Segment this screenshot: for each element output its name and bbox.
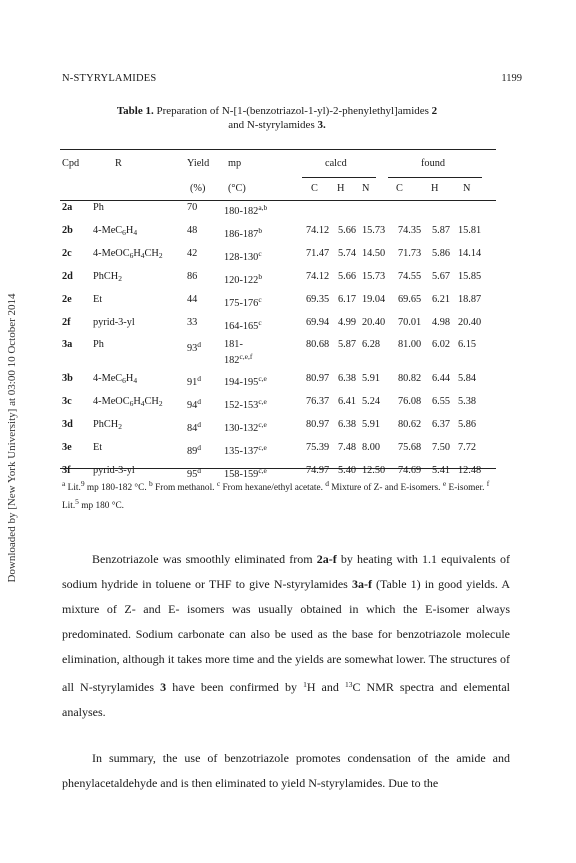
calcd-rule	[302, 177, 376, 178]
cell-cn: 5.91	[362, 419, 381, 430]
header-found-h: H	[431, 183, 439, 194]
cell-cn: 6.28	[362, 339, 381, 350]
cell-cn: 20.40	[362, 317, 386, 328]
cell-fc: 81.00	[398, 339, 422, 350]
cell-fn: 18.87	[458, 294, 482, 305]
cell-fn: 20.40	[458, 317, 482, 328]
cell-cc: 75.39	[306, 442, 330, 453]
cell-mp: 135-137$^{c,e}$	[224, 443, 267, 457]
cell-yield: 94$^d$	[187, 397, 202, 411]
cell-ch: 6.41	[338, 396, 357, 407]
cell-fc: 75.68	[398, 442, 422, 453]
cell-ch: 5.66	[338, 271, 357, 282]
cell-cn: 5.91	[362, 373, 381, 384]
cell-fc: 76.08	[398, 396, 422, 407]
cell-cc: 74.97	[306, 465, 330, 476]
cell-fh: 5.86	[432, 248, 451, 259]
cell-cpd: 3d	[62, 419, 73, 430]
cell-fc: 74.69	[398, 465, 422, 476]
cell-fc: 69.65	[398, 294, 422, 305]
cell-cc: 80.97	[306, 419, 330, 430]
cell-r: $4-MeC_6H_4$	[93, 225, 138, 237]
header-calcd-h: H	[337, 183, 345, 194]
cell-mp: 152-153$^{c,e}$	[224, 397, 267, 411]
cell-yield: 89$^d$	[187, 443, 202, 457]
cell-r: Ph	[93, 202, 104, 213]
cell-cn: 12.50	[362, 465, 386, 476]
cell-cpd: 2b	[62, 225, 73, 236]
cell-mp: 120-122$^b$	[224, 272, 263, 286]
header-calcd: calcd	[325, 158, 347, 169]
cell-mp: 181- 182$^{c,e,f}$	[224, 339, 253, 366]
cell-cc: 71.47	[306, 248, 330, 259]
cell-ch: 5.74	[338, 248, 357, 259]
cell-cpd: 2a	[62, 202, 73, 213]
cell-cc: 74.12	[306, 225, 330, 236]
table-title-num2: 3.	[317, 119, 326, 131]
cell-cc: 69.94	[306, 317, 330, 328]
cell-mp: 128-130$^c$	[224, 249, 262, 263]
header-cpd: Cpd	[62, 158, 80, 169]
cell-fc: 80.62	[398, 419, 422, 430]
cell-ch: 6.38	[338, 373, 357, 384]
cell-cc: 80.97	[306, 373, 330, 384]
header-found-c: C	[396, 183, 403, 194]
cell-cn: 5.24	[362, 396, 381, 407]
table-label: Table 1.	[116, 105, 154, 117]
cell-cpd: 2f	[62, 317, 71, 328]
cell-ch: 7.48	[338, 442, 357, 453]
cell-fn: 14.14	[458, 248, 482, 259]
cell-fc: 80.82	[398, 373, 422, 384]
header-found: found	[421, 158, 446, 169]
header-mp-unit: (°C)	[228, 183, 246, 194]
cell-fn: 6.15	[458, 339, 477, 350]
cell-fh: 6.44	[432, 373, 451, 384]
cell-yield: 93$^d$	[187, 340, 202, 354]
cell-yield: 33	[187, 317, 198, 328]
cell-fh: 7.50	[432, 442, 451, 453]
cell-fh: 5.67	[432, 271, 451, 282]
cell-mp: 175-176$^c$	[224, 295, 262, 309]
header-mp: mp	[228, 158, 242, 169]
cell-cpd: 3f	[62, 465, 71, 476]
table-top-rule	[60, 149, 496, 150]
cell-mp: 164-165$^c$	[224, 318, 262, 332]
cell-r: $4-MeOC_6H_4CH_2$	[93, 248, 163, 260]
cell-cc: 74.12	[306, 271, 330, 282]
body-paragraph-2: In summary, the use of benzotriazole promotes condensation of the amide and phenylacetaldehyde and is then eliminated to yield N-styrylamides. Due to the	[62, 751, 510, 790]
cell-cc: 69.35	[306, 294, 330, 305]
header-r: R	[115, 158, 122, 169]
cell-fn: 12.48	[458, 465, 482, 476]
cell-mp: 130-132$^{c,e}$	[224, 420, 267, 434]
cell-yield: 91$^d$	[187, 374, 202, 388]
cell-cpd: 2c	[62, 248, 72, 259]
table-title-num1: 2	[431, 105, 438, 117]
cell-mp: 180-182$^{a,b}$	[224, 203, 268, 217]
cell-cpd: 3a	[62, 339, 73, 350]
cell-r: pyrid-3-yl	[93, 317, 135, 328]
cell-fn: 15.81	[458, 225, 482, 236]
header-calcd-c: C	[311, 183, 318, 194]
cell-yield: 84$^d$	[187, 420, 202, 434]
cell-r: $4-MeC_6H_4$	[93, 373, 138, 385]
cell-mp: 186-187$^b$	[224, 226, 263, 240]
cell-fh: 6.55	[432, 396, 451, 407]
cell-fh: 4.98	[432, 317, 451, 328]
header-calcd-n: N	[362, 183, 370, 194]
cell-fh: 6.37	[432, 419, 451, 430]
cell-yield: 42	[187, 248, 198, 259]
cell-fh: 6.21	[432, 294, 451, 305]
cell-fn: 7.72	[458, 442, 477, 453]
header-found-n: N	[463, 183, 471, 194]
cell-mp: 194-195$^{c,e}$	[224, 374, 267, 388]
cell-ch: 5.66	[338, 225, 357, 236]
cell-cc: 76.37	[306, 396, 330, 407]
cell-yield: 86	[187, 271, 198, 282]
cell-r: Et	[93, 442, 103, 453]
table-title-text: Preparation of N-[1-(benzotriazol-1-yl)-2-phenylethyl]amides	[156, 105, 429, 117]
cell-r: pyrid-3-yl	[93, 465, 135, 476]
cell-fh: 5.41	[432, 465, 451, 476]
cell-cpd: 3c	[62, 396, 72, 407]
cell-fc: 71.73	[398, 248, 422, 259]
cell-ch: 6.38	[338, 419, 357, 430]
cell-ch: 5.87	[338, 339, 357, 350]
table-title	[62, 104, 492, 132]
cell-mp: 158-159$^{c,e}$	[224, 466, 267, 480]
cell-cn: 19.04	[362, 294, 386, 305]
cell-yield: 48	[187, 225, 198, 236]
cell-fh: 6.02	[432, 339, 451, 350]
cell-cn: 15.73	[362, 271, 386, 282]
cell-r: Et	[93, 294, 103, 305]
cell-ch: 6.17	[338, 294, 357, 305]
cell-yield: 44	[187, 294, 198, 305]
body-paragraph-1: Benzotriazole was smoothly eliminated from 2a-f by heating with 1.1 equivalents of sodium hydride in toluene or THF to give N-styrylamides 3a-f (Table 1) in good yields. A mixture of Z- and E- isomers was usually obtained in which the E-isomer always predominated. Sodium carbonate can also be used as the base for benzotriazole molecule elimination, although it takes more time and the yields are somewhat lower. The structures of all N-styrylamides 3 have been confirmed by $^1$H and $^{13}$C NMR spectra and elemental analyses.	[62, 552, 511, 719]
cell-cn: 8.00	[362, 442, 381, 453]
cell-fn: 5.84	[458, 373, 477, 384]
cell-cn: 15.73	[362, 225, 386, 236]
cell-cpd: 2d	[62, 271, 73, 282]
cell-cn: 14.50	[362, 248, 386, 259]
cell-fc: 74.35	[398, 225, 422, 236]
cell-fn: 15.85	[458, 271, 482, 282]
found-rule	[388, 177, 482, 178]
cell-r: PhCH$_2$	[93, 419, 122, 431]
cell-fc: 74.55	[398, 271, 422, 282]
page-number: 1199	[501, 73, 522, 84]
cell-fn: 5.38	[458, 396, 477, 407]
cell-cpd: 3e	[62, 442, 72, 453]
cell-ch: 5.40	[338, 465, 357, 476]
header-yield-unit: (%)	[190, 183, 206, 194]
cell-cc: 80.68	[306, 339, 330, 350]
download-stamp: Downloaded by [New York University] at 03:00 10 October 2014	[6, 293, 18, 583]
table-footnotes: $^a$ Lit.$^9$ mp 180-182 °C. $^b$ From methanol. $^c$ From hexane/ethyl acetate. $^d$ Mixture of Z- and E-isomers. $^e$ E-isomer. $^f$ Lit.$^5$ mp 180 °C.	[62, 479, 490, 511]
header-yield: Yield	[187, 158, 210, 169]
cell-cpd: 2e	[62, 294, 72, 305]
cell-yield: 70	[187, 202, 198, 213]
cell-r: Ph	[93, 339, 104, 350]
cell-ch: 4.99	[338, 317, 357, 328]
cell-fc: 70.01	[398, 317, 422, 328]
cell-yield: 95$^d$	[187, 466, 202, 480]
table-title-and: and N-styrylamides	[228, 119, 315, 131]
running-head: N-STYRYLAMIDES	[62, 73, 157, 84]
cell-r: $4-MeOC_6H_4CH_2$	[93, 396, 163, 408]
cell-cpd: 3b	[62, 373, 73, 384]
cell-fh: 5.87	[432, 225, 451, 236]
cell-r: PhCH$_2$	[93, 271, 122, 283]
table-header-rule	[60, 200, 496, 201]
cell-fn: 5.86	[458, 419, 477, 430]
